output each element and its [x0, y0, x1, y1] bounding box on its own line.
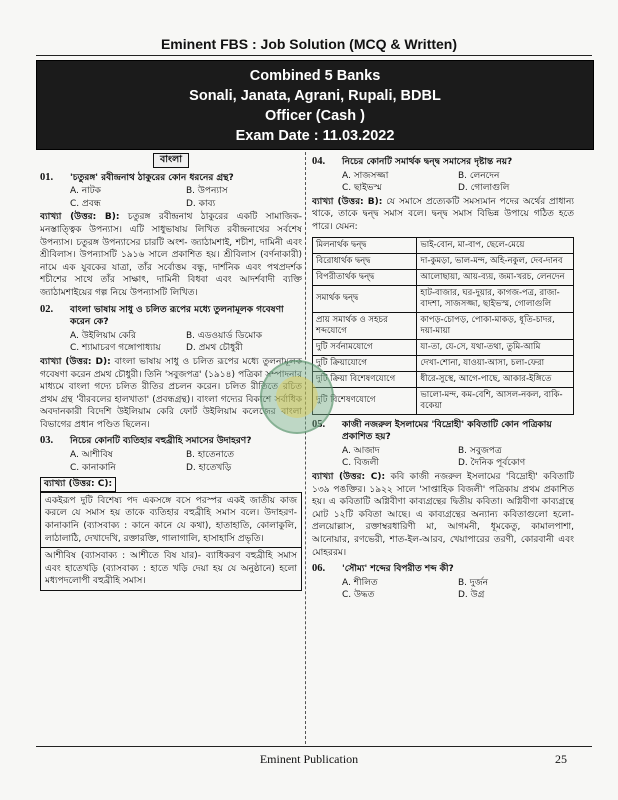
publisher-name: Eminent Publication [259, 752, 359, 766]
table-cell: মিলনার্থক দ্বন্দ্ব [313, 237, 417, 253]
option-d: D. হাতেখড়ি [186, 462, 232, 473]
options [312, 170, 574, 195]
page-number: 25 [555, 752, 567, 766]
table-row [313, 253, 574, 269]
table-cell: হাট-বাজার, ঘর-দুয়ার, কাগজ-পত্র, রাজা-বাদশা, সাজসজ্জা, ছাইভস্ম, গোলাগুলি [417, 285, 574, 312]
option-d: D. গোলাগুলি [458, 183, 510, 194]
option-b: B. দুর্জন [458, 577, 489, 588]
table-cell: আলোছায়া, আয়-ব্যয়, জমা-খরচ, লেনদেন [417, 269, 574, 285]
options [312, 445, 574, 470]
answer-label: ব্যাখ্যা (উত্তর: B): [40, 212, 120, 223]
table-cell: ভাই-বোন, মা-বাপ, ছেলে-মেয়ে [417, 237, 574, 253]
options [40, 449, 302, 474]
question-06 [312, 563, 574, 576]
question-03 [40, 435, 302, 448]
option-b: B. লেনদেন [458, 170, 500, 181]
question-number: 04. [312, 156, 326, 167]
answer-label: ব্যাখ্যা (উত্তর: C): [40, 477, 116, 492]
table-cell: সমার্থক দ্বন্দ্ব [313, 285, 417, 312]
table-row [313, 285, 574, 312]
option-c: C. উদ্ধত [342, 590, 375, 601]
left-column [40, 152, 302, 742]
option-a: A. নাটক [70, 186, 101, 197]
explanation-text: কবি কাজী নজরুল ইসলামের 'বিদ্রোহী' কবিতাটি ১৩৯ পঙক্তির। ১৯২২ সালে 'সাপ্তাহিক বিজলী' পত্রিকায় প্রথম প্রকাশিত হয়। এ কবিতাটি অগ্নিবীণা কাব্যগ্রন্থের দ্বিতীয় কবিতা। অগ্নিবীণা কাব্যগ্রন্থে মোট ১২টি কবিতা আছে। এ কাব্যগ্রন্থের অন্যান্য কবিতাগুলো হলো- প্রলয়োল্লাস, রক্তাম্বরধারিণী মা, আগমনী, ধূমকেতু, কামালপাশা, আনোয়ার, রণভেরী, শাত-ইল-আরব, খেয়াপারের তরণী, কোরবানী এবং মোহররম। [312, 471, 574, 558]
table-row [313, 237, 574, 253]
table-row [313, 312, 574, 339]
explanation-text: বাংলা ভাষায় সাধু ও চলিত রূপের মধ্যে তুলনামূলক গবেষণা করেন প্রমথ চৌধুরী। তিনি 'সবুজপত্র' (১৯১৪) পত্রিকা সম্পাদনার মাধ্যমে বাংলা গদ্যে চলিত রীতির প্রচলন করেন। চলিত রীতিতে রচিত প্রথম গ্রন্থ 'বীরবলের হালখাতা' (প্রবন্ধগ্রন্থ)। বাংলা গদ্যের বিকাশে সর্বাধিক অবদানকারী বিদেশি উইলিয়াম কেরি ফোর্ট উইলিয়াম কলেজের বাংলা বিভাগের প্রধান পণ্ডিত ছিলেন। [40, 356, 302, 430]
running-header: Eminent FBS : Job Solution (MCQ & Written) [160, 36, 458, 52]
option-a: A. আশীবিষ [70, 450, 113, 461]
table-cell: দেখা-শোনা, যাওয়া-আসা, চলা-ফেরা [417, 355, 574, 371]
table-cell: ধীরে-সুস্থে, আগে-পাছে, আকার-ইঙ্গিতে [417, 371, 574, 387]
explanation-box: আশীবিষ (ব্যাসবাক্য : আশীতে বিষ যার)- ব্যাধিকরণ বহুব্রীহি সমাস এবং হাতেখড়ি (ব্যাসবাক্য : হাতে খড়ি দেয়া হয় যে অনুষ্ঠানে) হলো মধ্যপদলোপী বহুব্রীহি সমাস। [40, 548, 302, 591]
column-divider [305, 152, 306, 744]
question-number: 03. [40, 435, 54, 447]
table-cell: বিপরীতার্থক দ্বন্দ্ব [313, 269, 417, 285]
table-cell: দুটি বিশেষণযোগে [313, 387, 417, 414]
question-text: কাজী নজরুল ইসলামের 'বিদ্রোহী' কবিতাটি কোন পত্রিকায় প্রকাশিত হয়? [342, 419, 552, 443]
option-b: B. সবুজপত্র [458, 445, 502, 456]
right-column [312, 152, 574, 742]
option-d: D. কাব্য [186, 198, 216, 209]
table-row [313, 371, 574, 387]
explanation-box: একইরূপ দুটি বিশেষ্য পদ একসঙ্গে বসে পরস্পর একই জাতীয় কাজ করলে যে সমাস হয় তাকে ব্যতিহার বহুব্রীহি সমাস বলে। উদাহরণ- কানাকানি (ব্যাসবাক্য : কানে কানে যে কথা), হাতাহাতি, কোলাকুলি, লাঠালাঠি, দেখাদেখি, রক্তারক্তি, গালাগালি, হাসাহাসি প্রভৃতি। [40, 492, 302, 548]
table-row [313, 339, 574, 355]
options [40, 185, 302, 210]
table-cell: দুটি ক্রিয়া বিশেষণযোগে [313, 371, 417, 387]
question-text: বাংলা ভাষায় সাধু ও চলিত রূপের মধ্যে তুলনামূলক গবেষণা করেন কে? [70, 304, 284, 328]
table-cell: দুটি ক্রিয়াযোগে [313, 355, 417, 371]
banner-line-4: Exam Date : 11.03.2022 [235, 128, 395, 144]
question-text: 'চতুরঙ্গ' রবীন্দ্রনাথ ঠাকুরের কোন ধরনের গ্রন্থ? [70, 172, 234, 183]
options [40, 330, 302, 355]
question-number: 01. [40, 171, 54, 183]
banner-line-1: Combined 5 Banks [249, 68, 381, 84]
explanation [312, 471, 574, 559]
options [312, 577, 574, 602]
question-02 [40, 304, 302, 329]
option-b: B. হাতেনাতে [186, 450, 234, 461]
question-text: 'সৌম্য' শব্দের বিপরীত শব্দ কী? [342, 564, 454, 575]
question-04 [312, 156, 574, 169]
table-cell: দুটি সর্বনামযোগে [313, 339, 417, 355]
explanation-text: যে সমাসে প্রত্যেকটি সমস্যমান পদের অর্থের প্রাধান্য থাকে, তাকে দ্বন্দ্ব সমাস বলে। দ্বন্দ্ব সমাস বিভিন্ন উপায়ে গঠিত হতে পারে। যেমন: [312, 196, 574, 232]
option-a: A. উইলিয়াম কেরি [70, 330, 136, 341]
explanation [312, 196, 574, 234]
explanation-text: চতুরঙ্গ রবীন্দ্রনাথ ঠাকুরের একটি সামাজিক-মনস্তাত্ত্বিক উপন্যাস। এটি সাধুভাষায় লিখিত রবীন্দ্রনাথের সর্বশেষ উপন্যাস। চতুরঙ্গ উপন্যাসের চারটি অংশ- জ্যাঠামশাই, শচীশ, দামিনী এবং শ্রীবিলাস। উপন্যাসটি ১৯১৬ সালে প্রকাশিত হয়। শ্রীবিলাস (বর্ণনাকারী) নামে এক যুবকের যাত্রা, তাঁর সর্বোত্তম বন্ধু, দার্শনিক এবং পথপ্রদর্শক শচীশের সাথে তাঁর সাক্ষাৎ, দামিনী বিধবা এবং আদর্শবাদী ব্যক্তি জ্যাঠামশাইয়ের গল্প নিয়ে উপন্যাসটি লিখিত। [40, 212, 302, 298]
question-number: 05. [312, 418, 326, 430]
watermark-logo [260, 360, 334, 434]
section-label: বাংলা [40, 153, 302, 168]
option-d: D. প্রমথ চৌধুরী [186, 343, 243, 354]
question-text: নিচের কোনটি ব্যতিহার বহুব্রীহি সমাসের উদাহরণ? [70, 436, 252, 447]
question-05 [312, 419, 574, 444]
table-cell: বিরোধার্থক দ্বন্দ্ব [313, 253, 417, 269]
banner-line-2: Sonali, Janata, Agrani, Rupali, BDBL [189, 88, 441, 104]
option-b: B. উপন্যাস [186, 186, 228, 197]
option-a: A. সাজসজ্জা [342, 170, 389, 181]
table-row [313, 355, 574, 371]
exam-banner [36, 60, 594, 150]
table-cell: প্রায় সমার্থক ও সহচর শব্দযোগে [313, 312, 417, 339]
footer-rule [36, 746, 592, 747]
explanation [40, 211, 302, 299]
option-c: C. শ্যামাচরণ গঙ্গোপাধ্যায় [70, 343, 161, 354]
table-cell: দা-কুমড়া, ভাল-মন্দ, অহি-নকুল, দেব-দানব [417, 253, 574, 269]
option-c: C. কানাকানি [70, 462, 116, 473]
question-number: 02. [40, 303, 54, 315]
option-d: D. দৈনিক পূর্বকোণ [458, 458, 526, 469]
banner-line-3: Officer (Cash ) [265, 108, 365, 124]
samas-table [312, 237, 574, 415]
option-b: B. এডওয়ার্ড ডিমোক [186, 330, 263, 341]
option-c: C. বিজলী [342, 458, 379, 469]
watermark-logo-center [276, 376, 318, 418]
question-text: নিচের কোনটি সমার্থক দ্বন্দ্ব সমাসের দৃষ্টান্ত নয়? [342, 157, 513, 167]
table-cell: ভালো-মন্দ, কম-বেশি, আসল-নকল, বাকি-বকেয়া [417, 387, 574, 414]
question-number: 06. [312, 563, 326, 575]
option-c: C. প্রবন্ধ [70, 198, 101, 209]
option-c: C. ছাইভস্ম [342, 183, 382, 194]
table-cell: কাপড়-চোপড়, পোকা-মাকড়, ধূতি-চাদর, দয়া-মায়া [417, 312, 574, 339]
option-a: A. শীলিত [342, 577, 378, 588]
answer-label: ব্যাখ্যা (উত্তর: D): [40, 356, 111, 367]
option-d: D. উগ্র [458, 590, 485, 601]
answer-label: ব্যাখ্যা (উত্তর: B): [312, 196, 383, 207]
answer-label: ব্যাখ্যা (উত্তর: C): [312, 471, 386, 482]
header-rule [36, 55, 592, 56]
option-a: A. আজাদ [342, 445, 380, 456]
table-cell: যা-তা, যে-সে, যথা-তথা, তুমি-আমি [417, 339, 574, 355]
table-row [313, 387, 574, 414]
question-01 [40, 172, 302, 185]
table-row [313, 269, 574, 285]
